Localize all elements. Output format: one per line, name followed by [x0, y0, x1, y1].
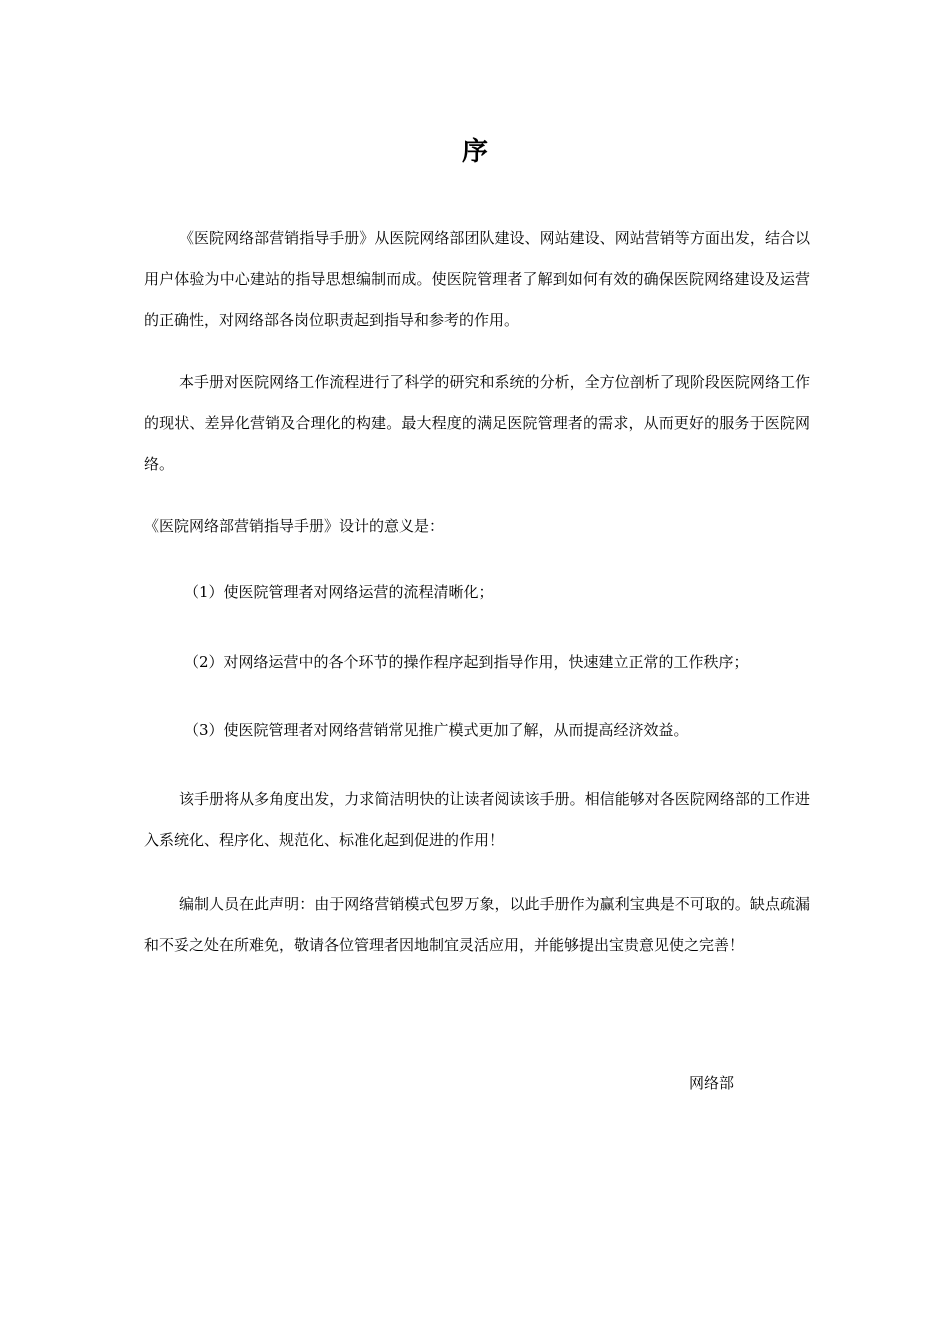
significance-item-2: （2）对网络运营中的各个环节的操作程序起到指导作用，快速建立正常的工作秩序；: [184, 653, 749, 671]
page-title: 序: [461, 137, 488, 167]
intro-paragraph-2: 本手册对医院网络工作流程进行了科学的研究和系统的分析，全方位剖析了现阶段医院网络工作的现状、差异化营销及合理化的构建。最大程度的满足医院管理者的需求，从而更好的服务于医院网络。: [144, 373, 810, 473]
intro-paragraph-1: 《医院网络部营销指导手册》从医院网络部团队建设、网站建设、网站营销等方面出发，结合以用户体验为中心建站的指导思想编制而成。使医院管理者了解到如何有效的确保医院网络建设及运营的正确性，对网络部各岗位职责起到指导和参考的作用。: [144, 229, 810, 329]
closing-paragraph-1: 该手册将从多角度出发，力求简洁明快的让读者阅读该手册。相信能够对各医院网络部的工作进入系统化、程序化、规范化、标准化起到促进的作用！: [144, 790, 810, 849]
significance-intro: 《医院网络部营销指导手册》设计的意义是：: [144, 517, 445, 535]
signature: 网络部: [689, 1074, 735, 1092]
closing-paragraph-2: 编制人员在此声明：由于网络营销模式包罗万象，以此手册作为赢利宝典是不可取的。缺点疏漏和不妥之处在所难免，敬请各位管理者因地制宜灵活应用，并能够提出宝贵意见使之完善！: [144, 895, 810, 954]
significance-item-3: （3）使医院管理者对网络营销常见推广模式更加了解，从而提高经济效益。: [184, 721, 689, 739]
significance-item-1: （1）使医院管理者对网络运营的流程清晰化；: [184, 583, 494, 601]
